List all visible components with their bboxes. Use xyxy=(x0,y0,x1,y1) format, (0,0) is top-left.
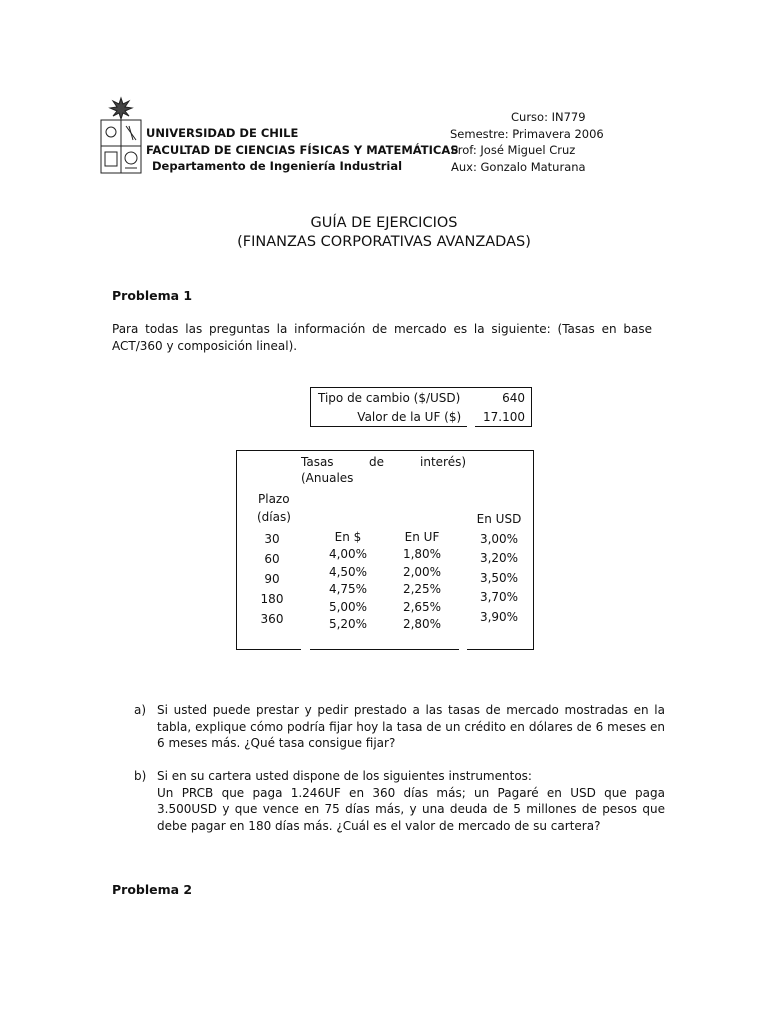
fx-value: 17.100 xyxy=(471,407,531,427)
course-code: Curso: IN779 xyxy=(511,110,586,124)
uf-value: 2,00% xyxy=(402,564,442,579)
interest-rates-table xyxy=(236,450,534,649)
header-institution xyxy=(146,125,459,175)
pesos-value: 4,75% xyxy=(328,582,368,597)
question-text: Si usted puede prestar y pedir prestado a las tasas de mercado mostradas en la tabla, explique cómo podría fijar hoy la tasa de un crédito en dólares de 6 meses en 6 meses más. ¿Qué tasa consigue fijar? xyxy=(157,703,665,750)
usd-column xyxy=(469,510,529,627)
question-marker: a) xyxy=(134,703,147,717)
rates-title-word-2: de xyxy=(369,455,384,469)
usd-value: 3,00% xyxy=(479,531,519,546)
uf-value: 2,80% xyxy=(402,617,442,632)
question-a xyxy=(134,702,665,754)
pesos-value: 4,50% xyxy=(328,564,368,579)
fx-label: Tipo de cambio ($/USD) xyxy=(318,390,461,405)
plazo-column xyxy=(252,529,292,629)
dias-label: (días) xyxy=(257,510,291,524)
question-b xyxy=(134,768,665,838)
problem-1-intro: Para todas las preguntas la información de mercado es la siguiente: (Tasas en base ACT/360 y composición lineal). xyxy=(112,322,652,353)
title-line-1: GUÍA DE EJERCICIOS xyxy=(310,215,458,231)
fx-label: Valor de la UF ($) xyxy=(311,407,472,427)
university-name: UNIVERSIDAD DE CHILE xyxy=(146,126,299,140)
rates-title-word-3: interés) xyxy=(420,455,467,469)
header-course-info xyxy=(450,109,604,175)
question-text-rest: Un PRCB que paga 1.246UF en 360 días más; un Pagaré en USD que paga 3.500USD y que vence en 75 días más, y una deuda de 5 millones de pesos que debe pagar en 180 días más. ¿Cuál es el valor de mercado de su cartera? xyxy=(157,785,665,833)
problem-2-heading: Problema 2 xyxy=(112,882,193,897)
semester: Semestre: Primavera 2006 xyxy=(450,126,604,141)
usd-value: 3,50% xyxy=(479,570,519,585)
uf-value: 1,80% xyxy=(402,547,442,562)
page-title xyxy=(0,214,768,252)
question-text-line-1: Si en su cartera usted dispone de los siguientes instrumentos: xyxy=(157,769,532,783)
faculty-name: FACULTAD DE CIENCIAS FÍSICAS Y MATEMÁTICAS xyxy=(146,142,459,157)
plazo-value: 60 xyxy=(264,552,280,566)
pesos-column xyxy=(317,529,379,633)
rates-title-word-1: Tasas xyxy=(301,455,334,469)
plazo-value: 30 xyxy=(264,532,280,546)
usd-value: 3,70% xyxy=(479,590,519,604)
plazo-value: 90 xyxy=(264,572,280,586)
uf-column xyxy=(392,529,452,633)
title-line-2: (FINANZAS CORPORATIVAS AVANZADAS) xyxy=(237,234,531,250)
uf-value: 2,65% xyxy=(402,599,442,614)
university-seal-logo xyxy=(99,96,143,176)
question-marker: b) xyxy=(134,769,147,783)
fx-table xyxy=(310,387,532,427)
assistant: Aux: Gonzalo Maturana xyxy=(451,159,586,174)
problem-1-heading: Problema 1 xyxy=(112,288,193,303)
plazo-value: 180 xyxy=(260,592,284,606)
rates-title-line-2: (Anuales xyxy=(301,471,354,485)
usd-header: En USD xyxy=(476,512,522,526)
table-bottom-rule xyxy=(467,649,534,650)
pesos-header: En $ xyxy=(334,530,362,544)
pesos-value: 5,20% xyxy=(328,617,368,632)
plazo-value: 360 xyxy=(260,612,284,626)
uf-value: 2,25% xyxy=(402,582,442,597)
table-bottom-rule xyxy=(236,649,301,650)
pesos-value: 5,00% xyxy=(328,599,368,614)
professor: Prof: José Miguel Cruz xyxy=(451,143,576,157)
plazo-label: Plazo xyxy=(258,492,290,506)
department-name: Departamento de Ingeniería Industrial xyxy=(152,159,403,173)
fx-row xyxy=(311,388,532,408)
pesos-value: 4,00% xyxy=(328,547,368,562)
uf-header: En UF xyxy=(404,530,440,544)
fx-row xyxy=(311,407,532,427)
usd-value: 3,90% xyxy=(479,609,519,624)
fx-value: 640 xyxy=(502,390,525,405)
table-bottom-rule xyxy=(310,649,459,650)
usd-value: 3,20% xyxy=(479,551,519,565)
